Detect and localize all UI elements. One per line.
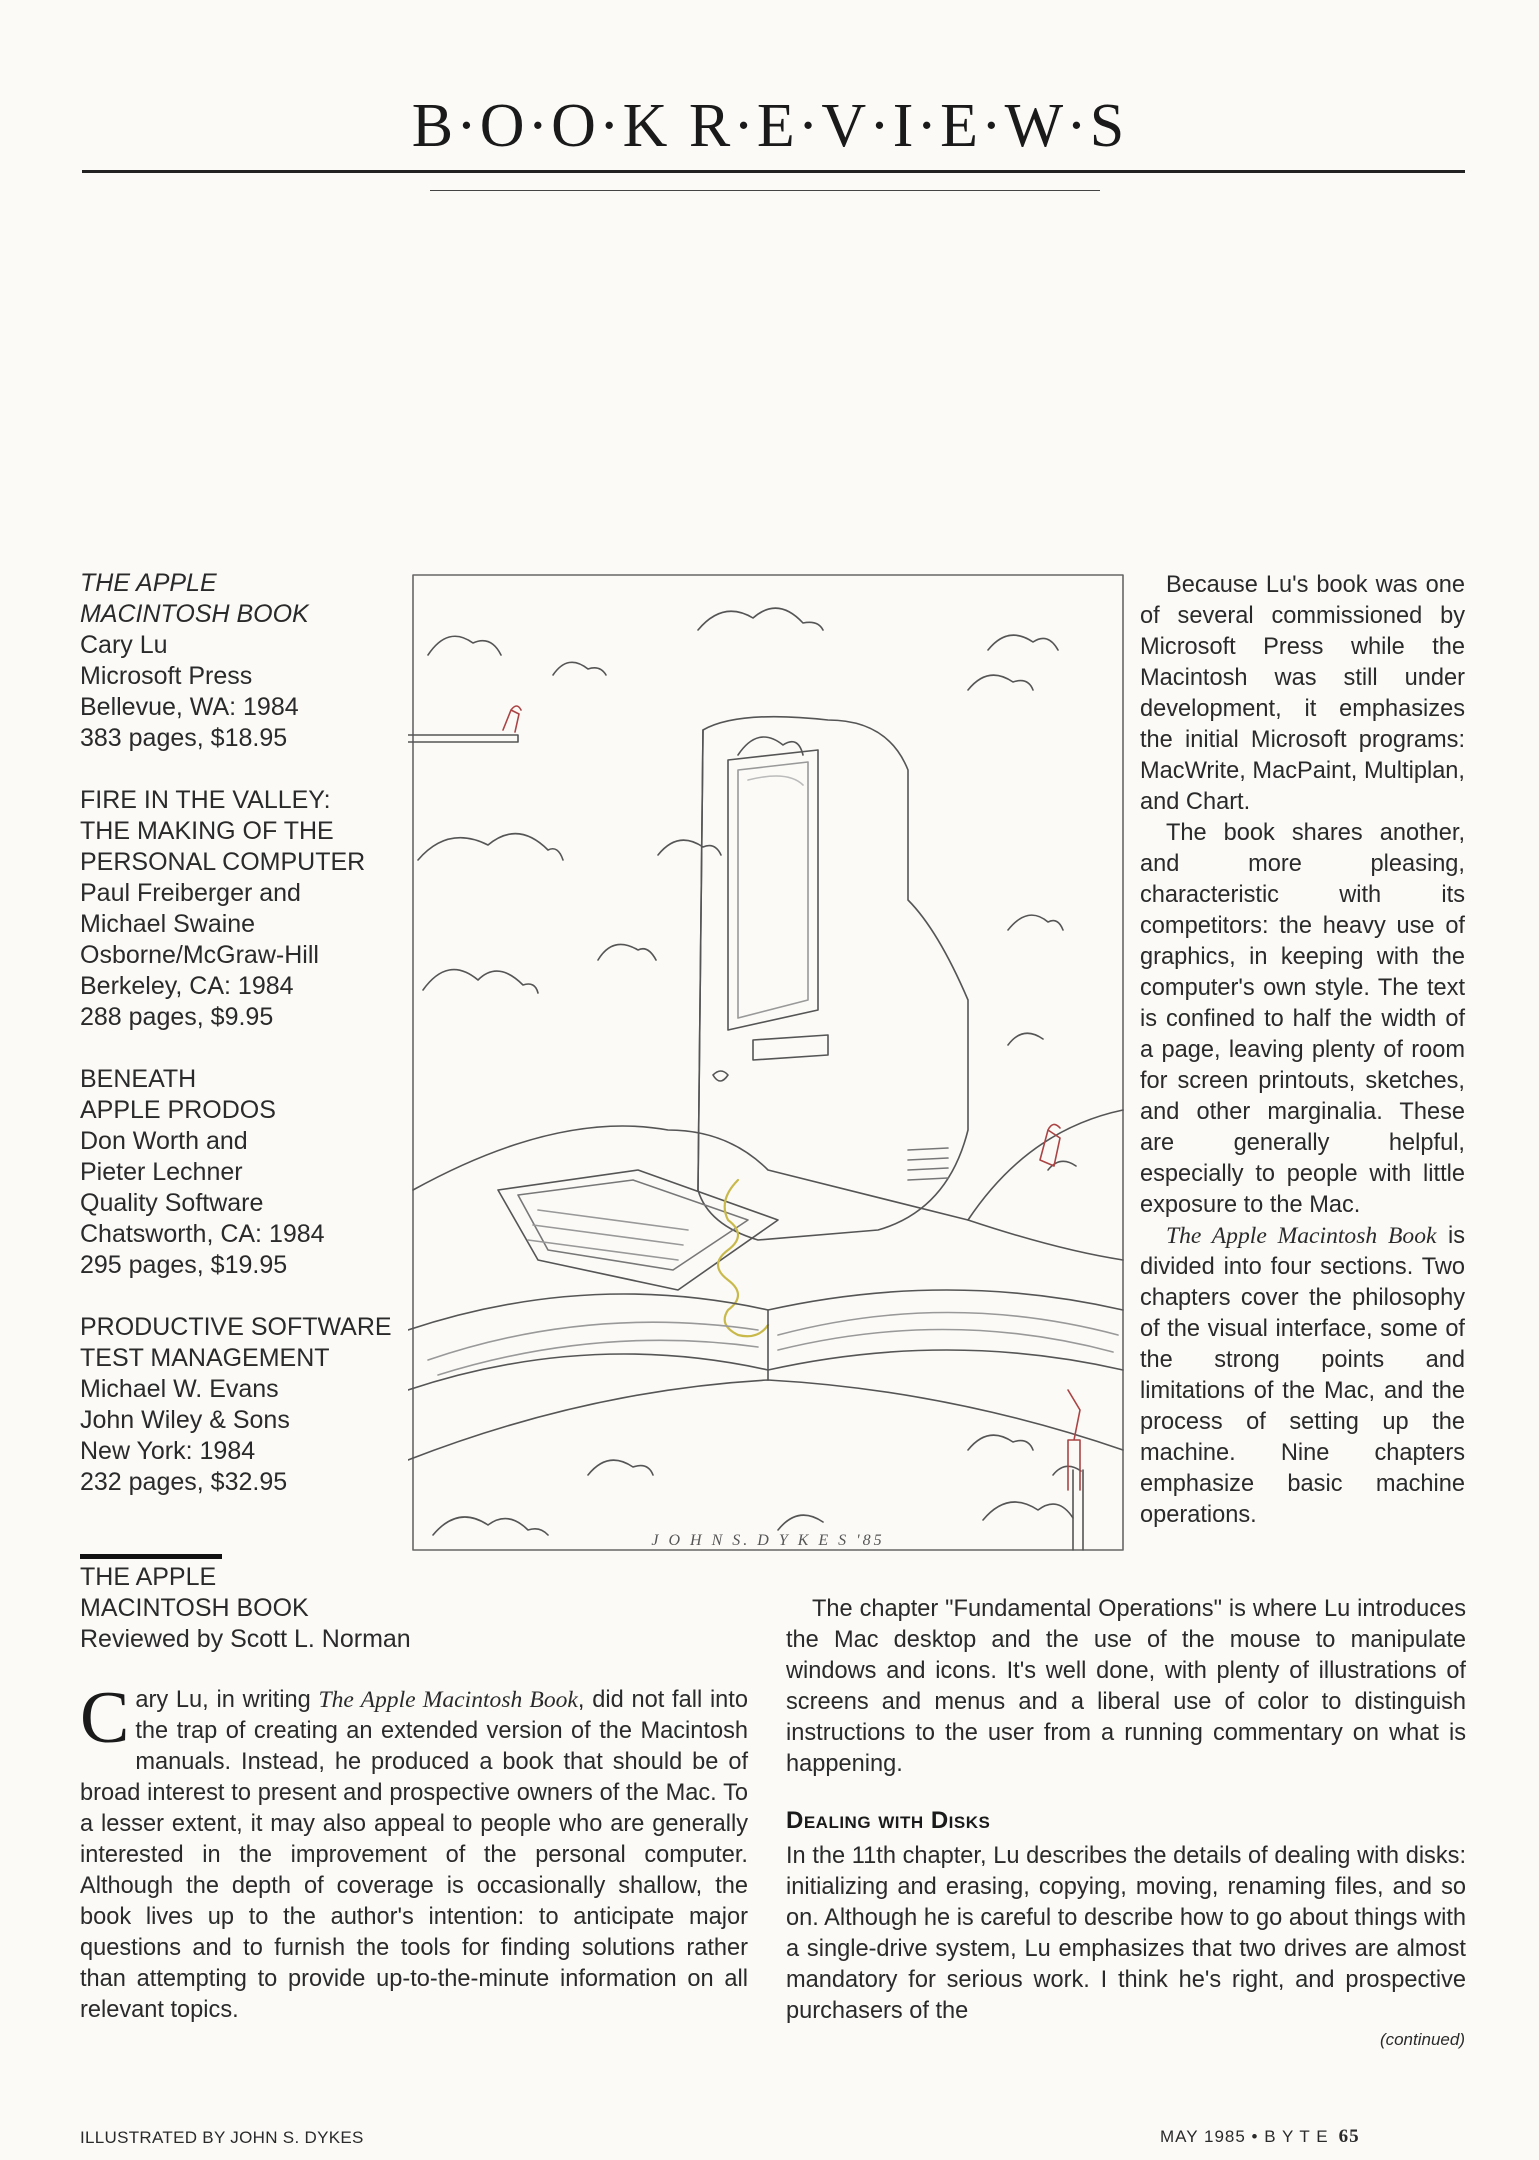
review-body-right-column: [1140, 570, 1465, 1531]
book-title: TEST MANAGEMENT: [80, 1344, 330, 1372]
illustration-credit: ILLUSTRATED BY JOHN S. DYKES: [80, 2128, 364, 2147]
book-title: MACINTOSH BOOK: [80, 600, 309, 628]
book-entry: [80, 1312, 420, 1498]
section-body: [786, 1841, 1466, 2027]
book-publisher: Quality Software: [80, 1189, 264, 1217]
book-title-reference: The Apple Macintosh Book: [318, 1687, 578, 1713]
review-body-wide-column: [786, 1594, 1466, 1780]
review-body-intro: Cary Lu, in writing The Apple Macintosh Book, did not fall into the trap of creating an extended version of the Macintosh manuals. Instead, he produced a book that should be of broad interest to present and prospective owners of the Mac. To a lesser extent, it may also appeal to people who are generally interested in the improvement of the personal computer. Although the depth of coverage is occasionally shallow, the book lives up to the author's intention: to anticipate major questions and to furnish the tools for finding solutions rather than attempting to provide up-to-the-minute information on all relevant topics.: [80, 1677, 748, 2023]
page-number: 65: [1338, 2126, 1360, 2147]
book-title-reference: The Apple Macintosh Book: [1166, 1223, 1437, 1249]
book-author: Cary Lu: [80, 631, 168, 659]
book-title: BENEATH: [80, 1065, 197, 1093]
book-title: THE APPLE: [80, 569, 217, 597]
paragraph: Because Lu's book was one of several commissioned by Microsoft Press while the Macintosh was still under development, it emphasizes the initial Microsoft programs: MacWrite, MacPaint, Multiplan, and Chart.: [1140, 572, 1465, 815]
book-author: Michael Swaine: [80, 910, 256, 938]
book-entry: [80, 785, 420, 1033]
book-author: Pieter Lechner: [80, 1158, 243, 1186]
page-title: B·O·O·K R·E·V·I·E·W·S: [411, 92, 1128, 160]
book-pages-price: 383 pages, $18.95: [80, 724, 288, 752]
book-place: Berkeley, CA: 1984: [80, 972, 294, 1000]
review-title: THE APPLE: [80, 1563, 217, 1591]
section-heading: Dealing with Disks: [786, 1807, 991, 1834]
book-title: FIRE IN THE VALLEY:: [80, 786, 331, 814]
illustration-signature: J O H N S. D Y K E S '85: [651, 1532, 885, 1549]
issue-label: MAY 1985 • B Y T E: [1160, 2127, 1329, 2146]
review-byline: Reviewed by Scott L. Norman: [80, 1625, 411, 1653]
header-subrule: [430, 190, 1100, 191]
book-author: Don Worth and: [80, 1127, 248, 1155]
book-title: PERSONAL COMPUTER: [80, 848, 366, 876]
book-pages-price: 288 pages, $9.95: [80, 1003, 274, 1031]
book-publisher: Osborne/McGraw-Hill: [80, 941, 319, 969]
book-entry: [80, 568, 420, 754]
paragraph: The chapter "Fundamental Operations" is where Lu introduces the Mac desktop and the use of the mouse to manipulate windows and icons. It's well done, with plenty of illustrations of screens and menus and a liberal use of color to distinguish instructions to the user from a running commentary on what is happening.: [786, 1596, 1466, 1777]
book-author: Paul Freiberger and: [80, 879, 301, 907]
continued-note: (continued): [1379, 2030, 1465, 2049]
book-author: Michael W. Evans: [80, 1375, 279, 1403]
book-place: Bellevue, WA: 1984: [80, 693, 299, 721]
book-pages-price: 295 pages, $19.95: [80, 1251, 288, 1279]
review-heading-rule: [80, 1554, 222, 1559]
book-title: APPLE PRODOS: [80, 1096, 276, 1124]
book-place: Chatsworth, CA: 1984: [80, 1220, 325, 1248]
paragraph: The book shares another, and more pleasing, characteristic with its competitors: the heavy use of graphics, in keeping with the computer's own style. The text is confined to half the width of a page, leaving plenty of room for screen printouts, sketches, and other marginalia. These are generally helpful, especially to people with little exposure to the Mac.: [1140, 820, 1465, 1218]
book-title: THE MAKING OF THE: [80, 817, 334, 845]
book-place: New York: 1984: [80, 1437, 256, 1465]
book-publisher: John Wiley & Sons: [80, 1406, 290, 1434]
book-title: PRODUCTIVE SOFTWARE: [80, 1313, 392, 1341]
book-entry: [80, 1064, 420, 1281]
folio: [1160, 2126, 1360, 2148]
paragraph: In the 11th chapter, Lu describes the details of dealing with disks: initializing and erasing, copying, moving, renaming files, and so on. Although he is careful to describe how to go about things with a single-drive system, Lu emphasizes that two drives are almost mandatory for serious work. I think he's right, and prospective purchasers of the: [786, 1843, 1466, 2024]
drop-cap: C: [80, 1677, 130, 1759]
paragraph: The Apple Macintosh Book is divided into four sections. Two chapters cover the philosophy of the visual interface, some of the strong points and limitations of the Mac, and the process of setting up the machine. Nine chapters emphasize basic machine operations.: [1140, 1223, 1465, 1528]
book-pages-price: 232 pages, $32.95: [80, 1468, 288, 1496]
header-rule: [82, 170, 1465, 173]
book-list: [80, 568, 420, 1529]
review-title: MACINTOSH BOOK: [80, 1594, 309, 1622]
book-publisher: Microsoft Press: [80, 662, 253, 690]
review-heading: [80, 1562, 480, 1655]
macintosh-illustration: [408, 570, 1128, 1555]
